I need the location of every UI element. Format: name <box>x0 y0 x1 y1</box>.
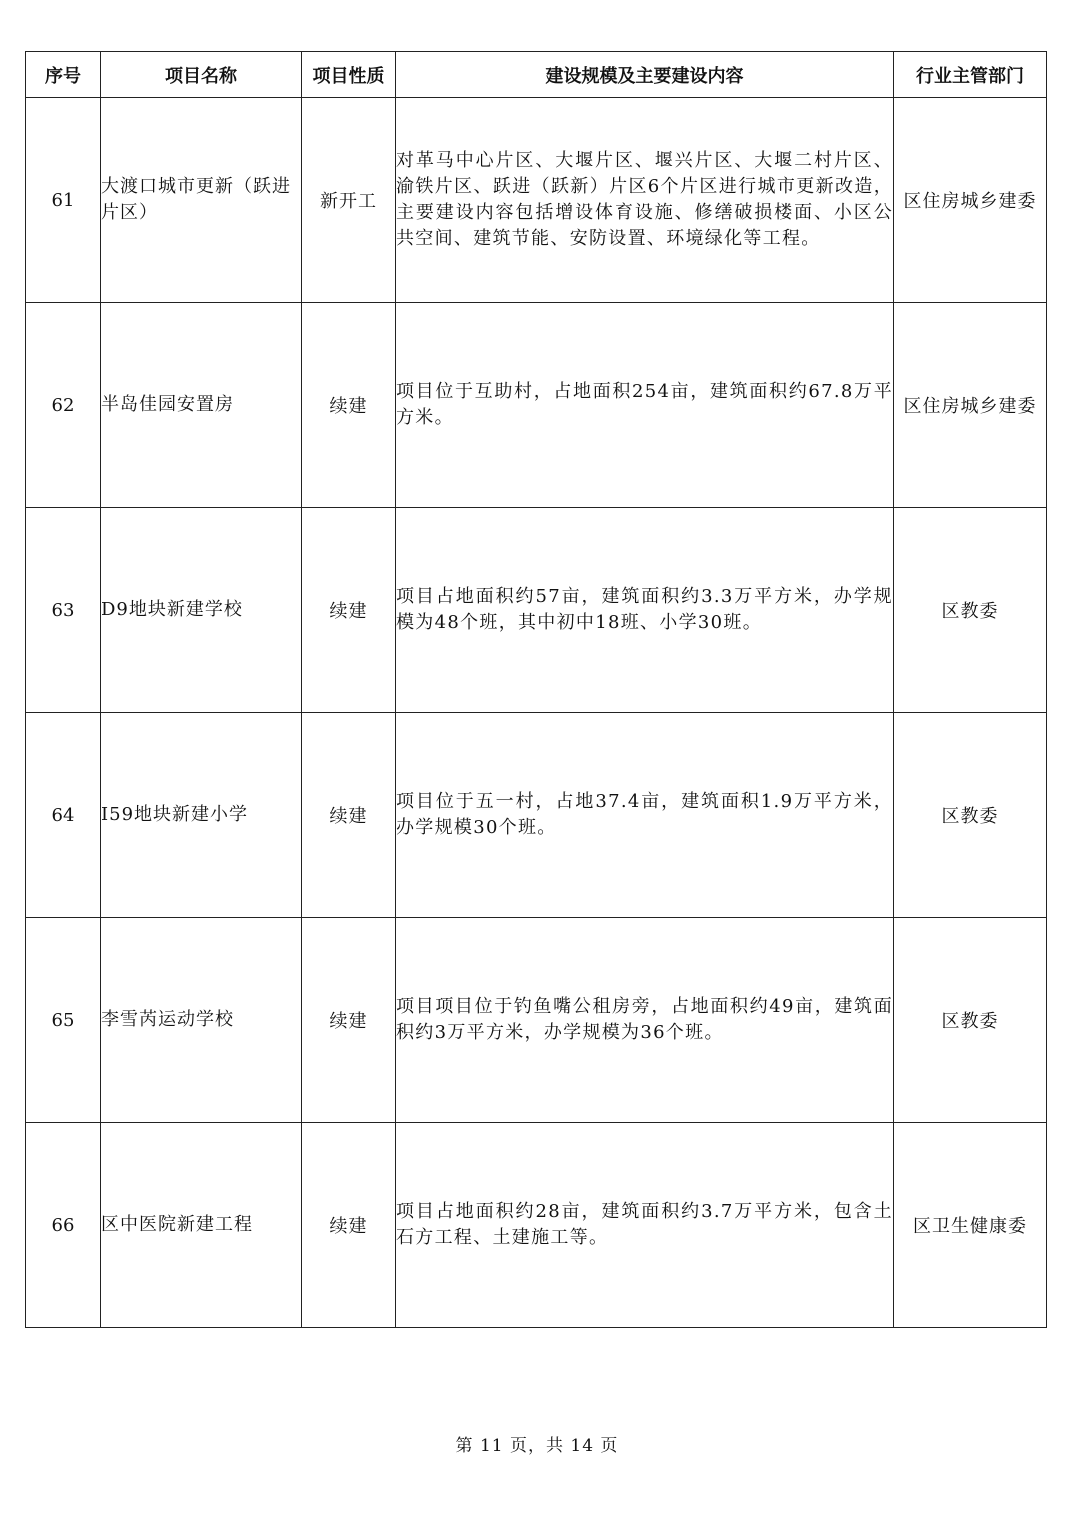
row-num: 64 <box>26 713 101 918</box>
row-nature: 续建 <box>302 713 396 918</box>
row-name: D9地块新建学校 <box>101 508 302 713</box>
row-nature: 新开工 <box>302 98 396 303</box>
row-name: I59地块新建小学 <box>101 713 302 918</box>
table-row <box>26 713 1047 918</box>
table-header-row <box>26 52 1047 98</box>
row-dept: 区教委 <box>894 508 1047 713</box>
row-name: 半岛佳园安置房 <box>101 303 302 508</box>
header-content: 建设规模及主要建设内容 <box>396 52 894 98</box>
table-row <box>26 918 1047 1123</box>
row-content: 项目位于互助村，占地面积254亩，建筑面积约67.8万平方米。 <box>396 303 894 508</box>
row-dept: 区住房城乡建委 <box>894 98 1047 303</box>
row-nature: 续建 <box>302 303 396 508</box>
header-name: 项目名称 <box>101 52 302 98</box>
header-dept: 行业主管部门 <box>894 52 1047 98</box>
project-table <box>25 51 1047 1328</box>
row-dept: 区教委 <box>894 713 1047 918</box>
row-num: 62 <box>26 303 101 508</box>
row-dept: 区住房城乡建委 <box>894 303 1047 508</box>
row-nature: 续建 <box>302 508 396 713</box>
row-num: 61 <box>26 98 101 303</box>
row-name: 李雪芮运动学校 <box>101 918 302 1123</box>
row-content: 项目占地面积约28亩，建筑面积约3.7万平方米，包含土石方工程、土建施工等。 <box>396 1123 894 1328</box>
row-dept: 区教委 <box>894 918 1047 1123</box>
header-nature: 项目性质 <box>302 52 396 98</box>
row-name: 大渡口城市更新（跃进片区） <box>101 98 302 303</box>
row-content: 项目项目位于钓鱼嘴公租房旁，占地面积约49亩，建筑面积约3万平方米，办学规模为36个班。 <box>396 918 894 1123</box>
table-row <box>26 303 1047 508</box>
row-dept: 区卫生健康委 <box>894 1123 1047 1328</box>
page-footer: 第 11 页，共 14 页 <box>455 1436 619 1456</box>
row-num: 65 <box>26 918 101 1123</box>
row-num: 66 <box>26 1123 101 1328</box>
header-num: 序号 <box>26 52 101 98</box>
row-nature: 续建 <box>302 1123 396 1328</box>
row-content: 对革马中心片区、大堰片区、堰兴片区、大堰二村片区、渝铁片区、跃进（跃新）片区6个片区进行城市更新改造，主要建设内容包括增设体育设施、修缮破损楼面、小区公共空间、建筑节能、安防设置、环境绿化等工程。 <box>396 98 894 303</box>
row-content: 项目占地面积约57亩，建筑面积约3.3万平方米，办学规模为48个班，其中初中18班、小学30班。 <box>396 508 894 713</box>
row-nature: 续建 <box>302 918 396 1123</box>
table-row <box>26 508 1047 713</box>
table-row <box>26 98 1047 303</box>
table-row <box>26 1123 1047 1328</box>
row-name: 区中医院新建工程 <box>101 1123 302 1328</box>
row-content: 项目位于五一村，占地37.4亩，建筑面积1.9万平方米，办学规模30个班。 <box>396 713 894 918</box>
row-num: 63 <box>26 508 101 713</box>
